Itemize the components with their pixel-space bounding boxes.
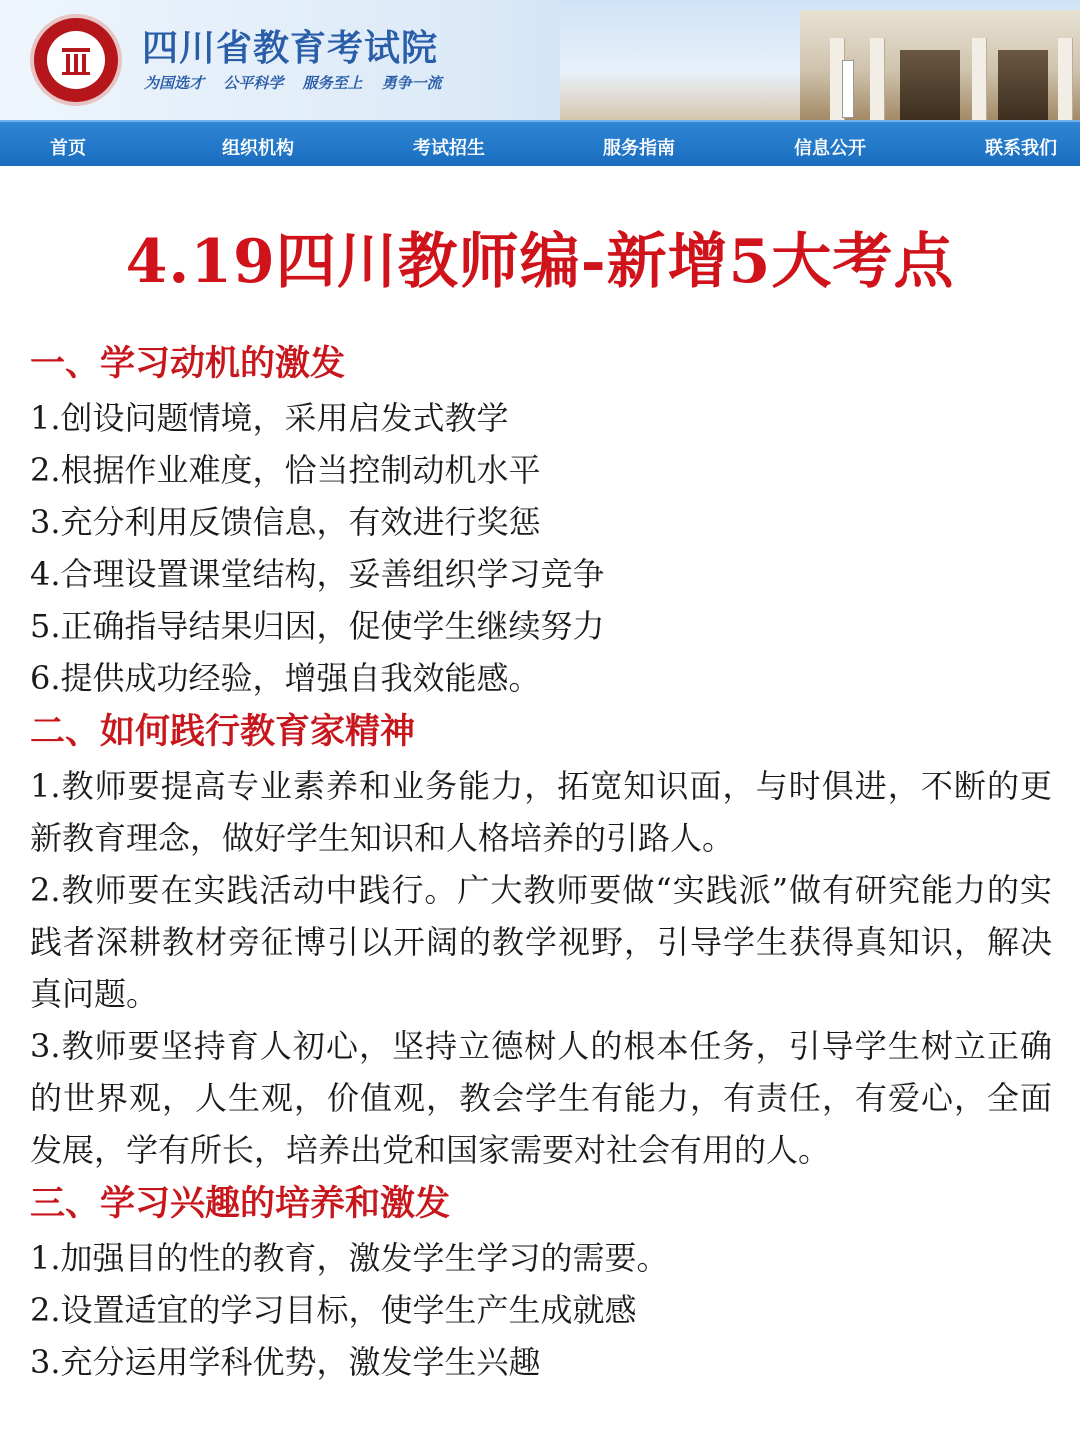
nav-item-exams[interactable]: 考试招生	[413, 138, 485, 159]
list-item: 1.创设问题情境，采用启发式教学	[30, 399, 509, 437]
list-item: 3.充分运用学科优势，激发学生兴趣	[30, 1343, 541, 1381]
building-column	[1058, 38, 1072, 120]
list-item: 5.正确指导结果归因，促使学生继续努力	[30, 607, 605, 645]
section-heading: 二、如何践行教育家精神	[30, 712, 416, 752]
institute-logo[interactable]	[30, 14, 122, 106]
nav-item-home[interactable]: 首页	[50, 138, 86, 159]
header-banner	[0, 0, 1080, 120]
building-sign	[842, 60, 854, 118]
page-title: 4.19四川教师编-新增5大考点	[125, 227, 955, 297]
logo-emblem-icon	[47, 31, 105, 89]
list-item: 2.教师要在实践活动中践行。广大教师要做“实践派”做有研究能力的实践者深耕教材旁征博引以开阔的教学视野，引导学生获得真知识，解决真问题。	[30, 871, 1052, 1013]
nav-item-service-guide[interactable]: 服务指南	[603, 138, 675, 159]
section-heading: 一、学习动机的激发	[30, 344, 346, 384]
list-item: 3.充分利用反馈信息，有效进行奖惩	[30, 503, 541, 541]
building-column	[870, 38, 884, 120]
building-photo	[800, 10, 1080, 120]
building-window	[998, 50, 1048, 120]
article-body	[30, 336, 1052, 1388]
nav-item-info-disclosure[interactable]: 信息公开	[794, 138, 866, 159]
nav-item-contact[interactable]: 联系我们	[985, 138, 1057, 159]
list-item: 6.提供成功经验，增强自我效能感。	[30, 659, 541, 697]
section-heading: 三、学习兴趣的培养和激发	[30, 1184, 451, 1224]
site-title: 四川省教育考试院	[142, 28, 439, 69]
building-column	[972, 38, 986, 120]
site-slogan: 为国选才 公平科学 服务至上 勇争一流	[144, 74, 442, 92]
list-item: 2.根据作业难度，恰当控制动机水平	[30, 451, 541, 489]
list-item: 3.教师要坚持育人初心，坚持立德树人的根本任务，引导学生树立正确的世界观，人生观，价值观，教会学生有能力，有责任，有爱心，全面发展，学有所长，培养出党和国家需要对社会有用的人。	[30, 1027, 1052, 1169]
list-item: 4.合理设置课堂结构，妥善组织学习竞争	[30, 555, 605, 593]
list-item: 1.加强目的性的教育，激发学生学习的需要。	[30, 1239, 669, 1277]
list-item: 1.教师要提高专业素养和业务能力，拓宽知识面，与时俱进，不断的更新教育理念，做好学生知识和人格培养的引路人。	[30, 767, 1052, 857]
nav-item-organization[interactable]: 组织机构	[222, 138, 294, 159]
building-door	[900, 50, 960, 120]
list-item: 2.设置适宜的学习目标，使学生产生成就感	[30, 1291, 637, 1329]
main-nav	[0, 120, 1080, 166]
